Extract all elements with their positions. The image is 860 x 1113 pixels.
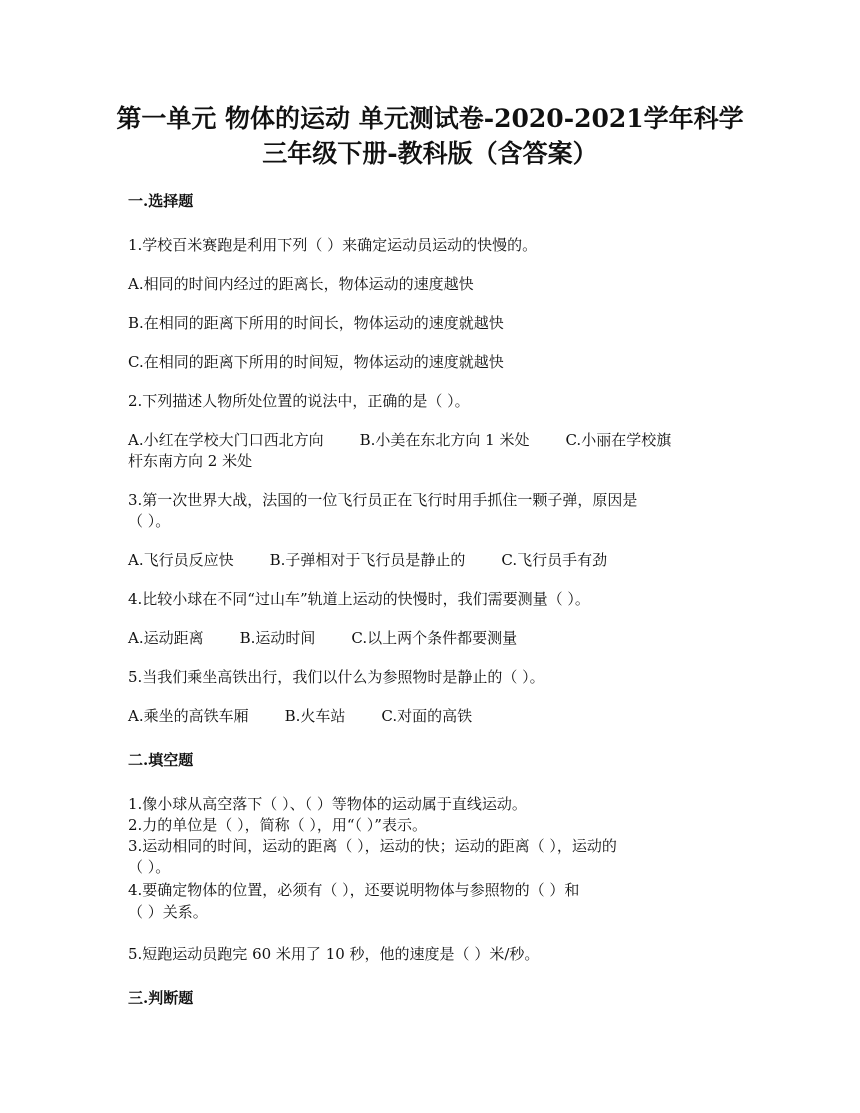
question-5-option-b: B.火车站 [284,707,346,725]
question-5-option-a: A.乘坐的高铁车厢 [128,707,249,725]
section-heading-choice: 一.选择题 [128,192,194,210]
question-1-stem: 1.学校百米赛跑是利用下列（ ）来确定运动员运动的快慢的。 [128,236,538,254]
question-2-option-c-part-2: 杆东南方向 2 米处 [128,452,253,470]
question-1-option-a: A.相同的时间内经过的距离长，物体运动的速度越快 [128,275,474,293]
question-4-option-a: A.运动距离 [128,629,204,647]
question-3-stem-line-1: 3.第一次世界大战，法国的一位飞行员正在飞行时用手抓住一颗子弹，原因是 [128,491,638,509]
question-3-option-b: B.子弹相对于飞行员是静止的 [269,551,466,569]
question-2-option-c-part-1: C.小丽在学校旗 [565,431,672,449]
question-4-option-c: C.以上两个条件都要测量 [351,629,518,647]
title-line-2: 三年级下册-教科版（含答案） [262,139,598,168]
fill-question-3-line-1: 3.运动相同的时间，运动的距离（ ），运动的快；运动的距离（ ），运动的 [128,837,617,855]
document-title [100,101,760,171]
question-2-option-a: A.小红在学校大门口西北方向 [128,431,324,449]
question-1-option-b: B.在相同的距离下所用的时间长，物体运动的速度就越快 [128,314,504,332]
question-1-option-c: C.在相同的距离下所用的时间短，物体运动的速度就越快 [128,353,504,371]
question-3-options [128,550,607,570]
question-2-option-b: B.小美在东北方向 1 米处 [359,431,530,449]
section-heading-judge: 三.判断题 [128,989,194,1007]
fill-question-2: 2.力的单位是（ ），简称（ ），用“（ ）”表示。 [128,816,427,834]
fill-question-3-line-2: （ ）。 [128,858,171,876]
question-2-options-line-1 [128,430,671,450]
question-5-options [128,706,472,726]
question-4-stem: 4.比较小球在不同“过山车”轨道上运动的快慢时，我们需要测量（ ）。 [128,590,590,608]
question-3-option-a: A.飞行员反应快 [128,551,234,569]
question-3-stem-line-2: （ ）。 [128,512,171,530]
section-heading-fill: 二.填空题 [128,751,194,769]
fill-question-4-line-1: 4.要确定物体的位置，必须有（ ），还要说明物体与参照物的（ ）和 [128,881,580,899]
question-5-stem: 5.当我们乘坐高铁出行，我们以什么为参照物时是静止的（ ）。 [128,668,545,686]
title-line-1: 第一单元 物体的运动 单元测试卷-2020-2021学年科学 [116,104,744,133]
question-5-option-c: C.对面的高铁 [381,707,473,725]
question-4-options [128,628,517,648]
question-3-option-c: C.飞行员手有劲 [501,551,608,569]
fill-question-1: 1.像小球从高空落下（ ）、（ ）等物体的运动属于直线运动。 [128,795,527,813]
question-2-stem: 2.下列描述人物所处位置的说法中，正确的是（ ）。 [128,392,470,410]
fill-question-4-line-2: （ ）关系。 [128,903,208,921]
question-4-option-b: B.运动时间 [239,629,316,647]
fill-question-5: 5.短跑运动员跑完 60 米用了 10 秒，他的速度是（ ）米/秒。 [128,945,540,963]
